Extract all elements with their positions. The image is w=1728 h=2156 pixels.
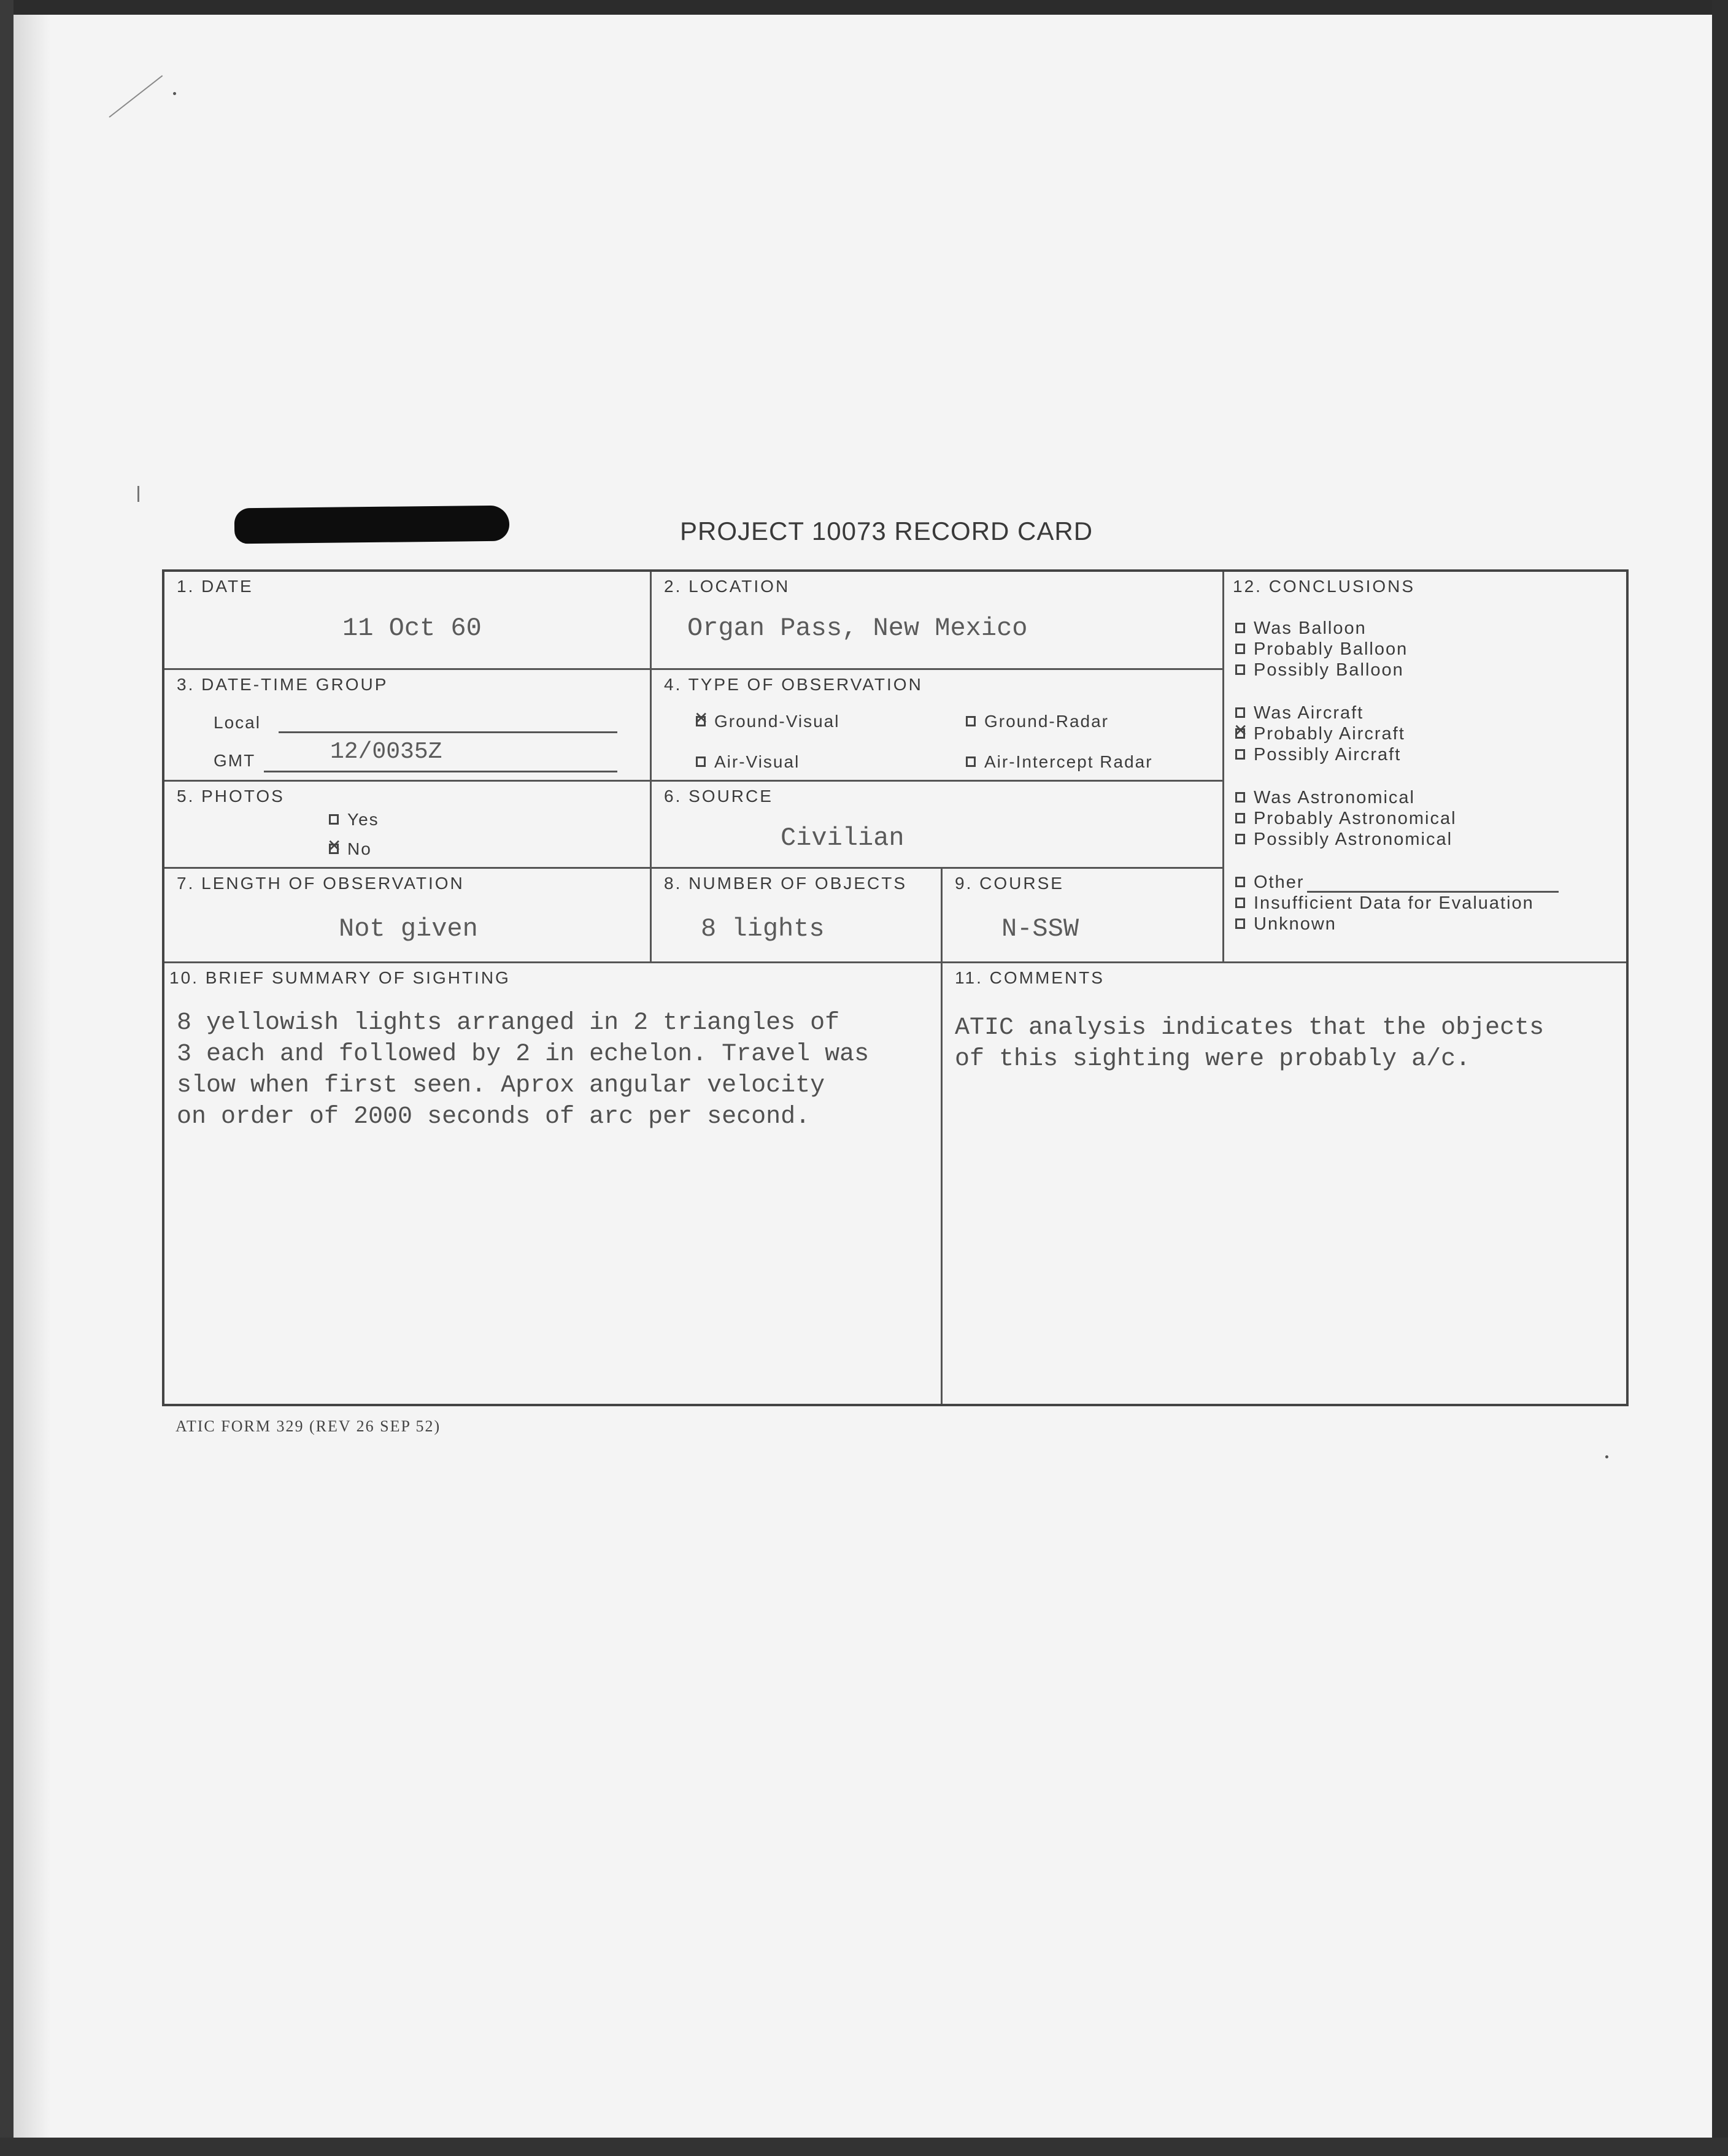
other-field-line — [1307, 891, 1559, 893]
conclusions-label: 12. CONCLUSIONS — [1233, 577, 1416, 596]
gmt-label: GMT — [214, 751, 256, 770]
summary-label: 10. BRIEF SUMMARY OF SIGHTING — [169, 968, 511, 987]
option-photos-no[interactable]: ✕No — [329, 839, 372, 859]
redaction-block — [234, 506, 510, 544]
summary-line: 8 yellowish lights arranged in 2 triangles of — [177, 1009, 840, 1037]
checkbox-icon — [696, 716, 706, 726]
comments-line: of this sighting were probably a/c. — [955, 1045, 1471, 1073]
location-label: 2. LOCATION — [664, 577, 790, 596]
source-cell — [652, 782, 1222, 869]
number-of-objects-cell — [652, 869, 943, 963]
conclusion-possibly-astronomical[interactable]: Possibly Astronomical — [1235, 830, 1452, 850]
local-label: Local — [214, 713, 261, 732]
comments-text — [955, 1012, 1544, 1075]
stray-dot — [173, 92, 176, 95]
option-photos-yes[interactable]: Yes — [329, 810, 379, 830]
local-field-line — [279, 731, 617, 733]
checkbox-icon — [1235, 644, 1245, 654]
conclusion-was-astronomical[interactable]: Was Astronomical — [1235, 788, 1415, 808]
conclusion-possibly-aircraft[interactable]: Possibly Aircraft — [1235, 745, 1401, 765]
paper-shadow — [14, 15, 50, 2138]
option-ground-radar[interactable]: Ground-Radar — [966, 712, 1109, 731]
type-of-observation-cell — [652, 670, 1222, 782]
date-time-group-label: 3. DATE-TIME GROUP — [177, 675, 388, 694]
gmt-field-line — [264, 771, 617, 772]
summary-line: 3 each and followed by 2 in echelon. Travel was — [177, 1041, 870, 1068]
date-label: 1. DATE — [177, 577, 253, 596]
checkbox-icon — [1235, 918, 1245, 929]
date-cell — [164, 572, 652, 670]
length-of-observation-value: Not given — [339, 914, 478, 944]
conclusion-was-balloon[interactable]: Was Balloon — [1235, 618, 1367, 639]
source-value: Civilian — [781, 823, 904, 853]
length-of-observation-cell — [164, 869, 652, 963]
location-cell — [652, 572, 1222, 670]
number-of-objects-value: 8 lights — [701, 914, 825, 944]
conclusion-possibly-balloon[interactable]: Possibly Balloon — [1235, 660, 1404, 680]
form-identifier: ATIC FORM 329 (REV 26 SEP 52) — [176, 1417, 441, 1435]
option-air-visual[interactable]: Air-Visual — [696, 752, 800, 772]
option-air-intercept-radar[interactable]: Air-Intercept Radar — [966, 752, 1153, 772]
conclusion-unknown[interactable]: Unknown — [1235, 914, 1336, 934]
checkbox-icon — [696, 757, 706, 767]
checkbox-icon — [1235, 834, 1245, 844]
checkbox-icon — [329, 814, 339, 825]
scan-border-left — [0, 0, 14, 2156]
conclusion-was-aircraft[interactable]: Was Aircraft — [1235, 703, 1364, 723]
stray-dot — [1605, 1455, 1608, 1458]
conclusion-probably-astronomical[interactable]: Probably Astronomical — [1235, 809, 1457, 829]
conclusion-other[interactable]: Other — [1235, 872, 1559, 893]
location-value: Organ Pass, New Mexico — [687, 614, 1028, 643]
gmt-value: 12/0035Z — [330, 739, 442, 765]
course-cell — [943, 869, 1222, 963]
summary-text — [177, 1007, 869, 1133]
conclusions-cell — [1222, 572, 1626, 963]
source-label: 6. SOURCE — [664, 787, 773, 806]
checkbox-icon — [966, 757, 976, 767]
scan-border-bottom — [0, 2138, 1728, 2156]
checkbox-icon — [1235, 898, 1245, 908]
number-of-objects-label: 8. NUMBER OF OBJECTS — [664, 874, 908, 893]
checkbox-icon — [1235, 623, 1245, 633]
comments-cell — [943, 963, 1626, 1404]
date-value: 11 Oct 60 — [342, 614, 482, 643]
length-of-observation-label: 7. LENGTH OF OBSERVATION — [177, 874, 465, 893]
card-title: PROJECT 10073 RECORD CARD — [680, 517, 1094, 545]
summary-cell — [164, 963, 943, 1404]
checkbox-icon — [1235, 707, 1245, 718]
type-of-observation-label: 4. TYPE OF OBSERVATION — [664, 675, 923, 694]
checkbox-icon — [1235, 877, 1245, 887]
record-card — [162, 569, 1629, 1406]
comments-line: ATIC analysis indicates that the objects — [955, 1014, 1545, 1042]
conclusion-insufficient-data[interactable]: Insufficient Data for Evaluation — [1235, 893, 1534, 914]
scan-border-top — [0, 0, 1728, 15]
conclusion-probably-aircraft[interactable]: ✕Probably Aircraft — [1235, 724, 1405, 744]
summary-line: slow when first seen. Aprox angular velocity — [177, 1072, 825, 1099]
checkbox-icon — [1235, 792, 1245, 803]
course-value: N-SSW — [1001, 914, 1079, 944]
margin-tick — [137, 486, 139, 502]
summary-line: on order of 2000 seconds of arc per second. — [177, 1103, 811, 1131]
scan-border-right — [1712, 0, 1728, 2156]
checkbox-icon — [329, 844, 339, 854]
course-label: 9. COURSE — [955, 874, 1064, 893]
checkbox-icon — [1235, 813, 1245, 823]
stray-pen-mark — [109, 75, 163, 117]
photos-label: 5. PHOTOS — [177, 787, 285, 806]
checkbox-icon — [1235, 728, 1245, 739]
comments-label: 11. COMMENTS — [955, 968, 1105, 987]
checkbox-icon — [1235, 664, 1245, 675]
conclusion-probably-balloon[interactable]: Probably Balloon — [1235, 639, 1408, 660]
checkbox-icon — [966, 716, 976, 726]
option-ground-visual[interactable]: ✕Ground-Visual — [696, 712, 839, 731]
checkbox-icon — [1235, 749, 1245, 760]
photos-cell — [164, 782, 652, 869]
date-time-group-cell — [164, 670, 652, 782]
